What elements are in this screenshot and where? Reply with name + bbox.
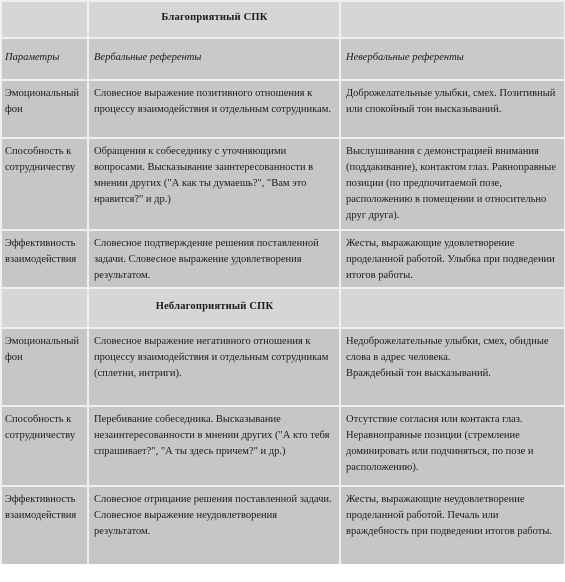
header-spacer	[340, 288, 565, 328]
header-verbal: Вербальные референты	[88, 38, 340, 80]
nonverbal-cell: Жесты, выражающие удовлетворение проделанной работой. Улыбка при подведении итогов работы.	[340, 230, 565, 288]
column-headers-row	[1, 38, 565, 80]
header-parameters: Параметры	[1, 38, 88, 80]
table-row	[1, 328, 565, 406]
table-row	[1, 230, 565, 288]
verbal-cell: Словесное подтверждение решения поставленной задачи. Словесное выражение удовлетворения результатом.	[88, 230, 340, 288]
header-spacer	[340, 1, 565, 38]
verbal-cell: Словесное отрицание решения поставленной задачи. Словесное выражение неудовлетворения результатом.	[88, 486, 340, 565]
verbal-cell: Словесное выражение позитивного отношения к процессу взаимодействия и отдельным сотрудникам.	[88, 80, 340, 138]
favorable-header-row	[1, 1, 565, 38]
nonverbal-cell: Выслушивания с демонстрацией внимания (поддакивание), контактом глаз. Равноправные позиции (по предпочитаемой позе, расположению в помещении и относительно друг друга).	[340, 138, 565, 230]
verbal-cell: Словесное выражение негативного отношения к процессу взаимодействия и отдельным сотрудникам (сплетни, интриги).	[88, 328, 340, 406]
header-nonverbal: Невербальные референты	[340, 38, 565, 80]
param-cell: Эффективность взаимодействия	[1, 486, 88, 565]
verbal-cell: Перебивание собеседника. Высказывание незаинтересованности в мнении других ("А кто тебя спрашивает?", "А ты здесь причем?" и др.)	[88, 406, 340, 486]
favorable-title: Благоприятный СПК	[88, 1, 340, 38]
table-row	[1, 406, 565, 486]
header-spacer	[1, 1, 88, 38]
param-cell: Способность к сотрудничеству	[1, 138, 88, 230]
nonverbal-cell: Жесты, выражающие неудовлетворение проделанной работой. Печаль или враждебность при подведении итогов работы.	[340, 486, 565, 565]
table-row	[1, 138, 565, 230]
header-spacer	[1, 288, 88, 328]
nonverbal-cell: Доброжелательные улыбки, смех. Позитивный или спокойный тон высказываний.	[340, 80, 565, 138]
unfavorable-title: Неблагоприятный СПК	[88, 288, 340, 328]
nonverbal-line: Отсутствие согласия или контакта глаз.	[346, 414, 523, 425]
param-cell: Эффективность взаимодействия	[1, 230, 88, 288]
param-cell: Способность к сотрудничеству	[1, 406, 88, 486]
page-bottom-margin	[0, 564, 565, 582]
param-cell: Эмоциональный фон	[1, 80, 88, 138]
param-cell: Эмоциональный фон	[1, 328, 88, 406]
nonverbal-cell	[340, 328, 565, 406]
unfavorable-header-row	[1, 288, 565, 328]
nonverbal-line: Неравноправные позиции (стремление доминировать или подчиняться, по позе и расположению).	[346, 429, 534, 473]
nonverbal-line: Недоброжелательные улыбки, смех, обидные слова в адрес человека.	[346, 336, 549, 363]
table-row	[1, 486, 565, 565]
nonverbal-line: Враждебный тон высказываний.	[346, 367, 491, 379]
verbal-cell: Обращения к собеседнику с уточняющими вопросами. Высказывание заинтересованности в мнении других ("А как ты думаешь?", "Вам это нравится?" и др.)	[88, 138, 340, 230]
table-row	[1, 80, 565, 138]
nonverbal-cell	[340, 406, 565, 486]
